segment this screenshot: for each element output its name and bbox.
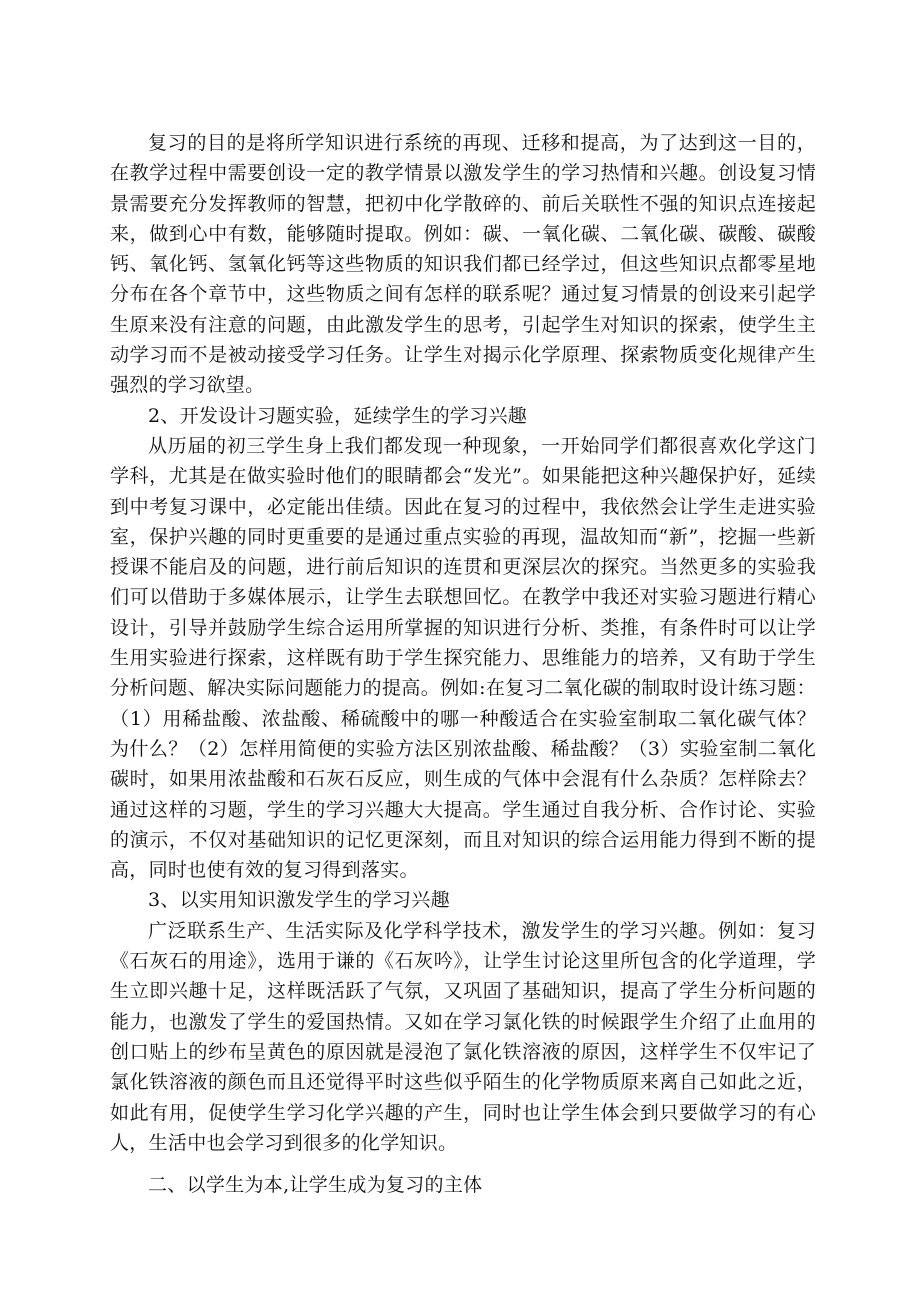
heading-section-3: 3、以实用知识激发学生的学习兴趣 xyxy=(148,889,450,912)
heading-section-2: 2、开发设计习题实验，延续学生的学习兴趣 xyxy=(148,404,528,427)
document-body xyxy=(110,128,816,1200)
paragraph-experiments: 从历届的初三学生身上我们都发现一种现象，一开始同学们都很喜欢化学这门学科，尤其是在做实验时他们的眼睛都会“发光”。如果能把这种兴趣保护好，延续到中考复习课中，必定能出佳绩。因此在复习的过程中，我依然会让学生走进实验室，保护兴趣的同时更重要的是通过重点实验的再现，温故知而“新”，挖掘一些新授课不能启及的问题，进行前后知识的连贯和更深层次的探究。当然更多的实验我们可以借助于多媒体展示，让学生去联想回忆。在教学中我还对实验习题进行精心设计，引导并鼓励学生综合运用所掌握的知识进行分析、类推，有条件时可以让学生用实验进行探索，这样既有助于学生探究能力、思维能力的培养，又有助于学生分析问题、解决实际问题能力的提高。例如:在复习二氧化碳的制取时设计练习题：（1）用稀盐酸、浓盐酸、稀硫酸中的哪一种酸适合在实验室制取二氧化碳气体？为什么？（2）怎样用简便的实验方法区别浓盐酸、稀盐酸？（3）实验室制二氧化碳时，如果用浓盐酸和石灰石反应，则生成的气体中会混有什么杂质？怎样除去？通过这样的习题，学生的学习兴趣大大提高。学生通过自我分析、合作讨论、实验的演示，不仅对基础知识的记忆更深刻，而且对知识的综合运用能力得到不断的提高，同时也使有效的复习得到落实。 xyxy=(110,434,816,882)
paragraph-practical-knowledge: 广泛联系生产、生活实际及化学科学技术，激发学生的学习兴趣。例如：复习《石灰石的用途》，选用于谦的《石灰吟》，让学生讨论这里所包含的化学道理，学生立即兴趣十足，这样既活跃了气氛，又巩固了基础知识，提高了学生分析问题的能力，也激发了学生的爱国热情。又如在学习氯化铁的时候跟学生介绍了止血用的创口贴上的纱布呈黄色的原因就是浸泡了氯化铁溶液的原因，这样学生不仅牢记了氯化铁溶液的颜色而且还觉得平时这些似乎陌生的化学物质原来离自己如此之近，如此有用，促使学生学习化学兴趣的产生，同时也让学生体会到只要做学习的有心人，生活中也会学习到很多的化学知识。 xyxy=(110,919,816,1154)
paragraph-review-purpose: 复习的目的是将所学知识进行系统的再现、迁移和提高，为了达到这一目的，在教学过程中需要创设一定的教学情景以激发学生的学习热情和兴趣。创设复习情景需要充分发挥教师的智慧，把初中化学散碎的、前后关联性不强的知识点连接起来，做到心中有数，能够随时提取。例如：碳、一氧化碳、二氧化碳、碳酸、碳酸钙、氧化钙、氢氧化钙等这些物质的知识我们都已经学过，但这些知识点都零星地分布在各个章节中，这些物质之间有怎样的联系呢？通过复习情景的创设来引起学生原来没有注意的问题，由此激发学生的思考，引起学生对知识的探索，使学生主动学习而不是被动接受学习任务。让学生对揭示化学原理、探索物质变化规律产生强烈的学习欲望。 xyxy=(110,132,816,397)
heading-part-2: 二、以学生为本,让学生成为复习的主体 xyxy=(148,1174,483,1197)
